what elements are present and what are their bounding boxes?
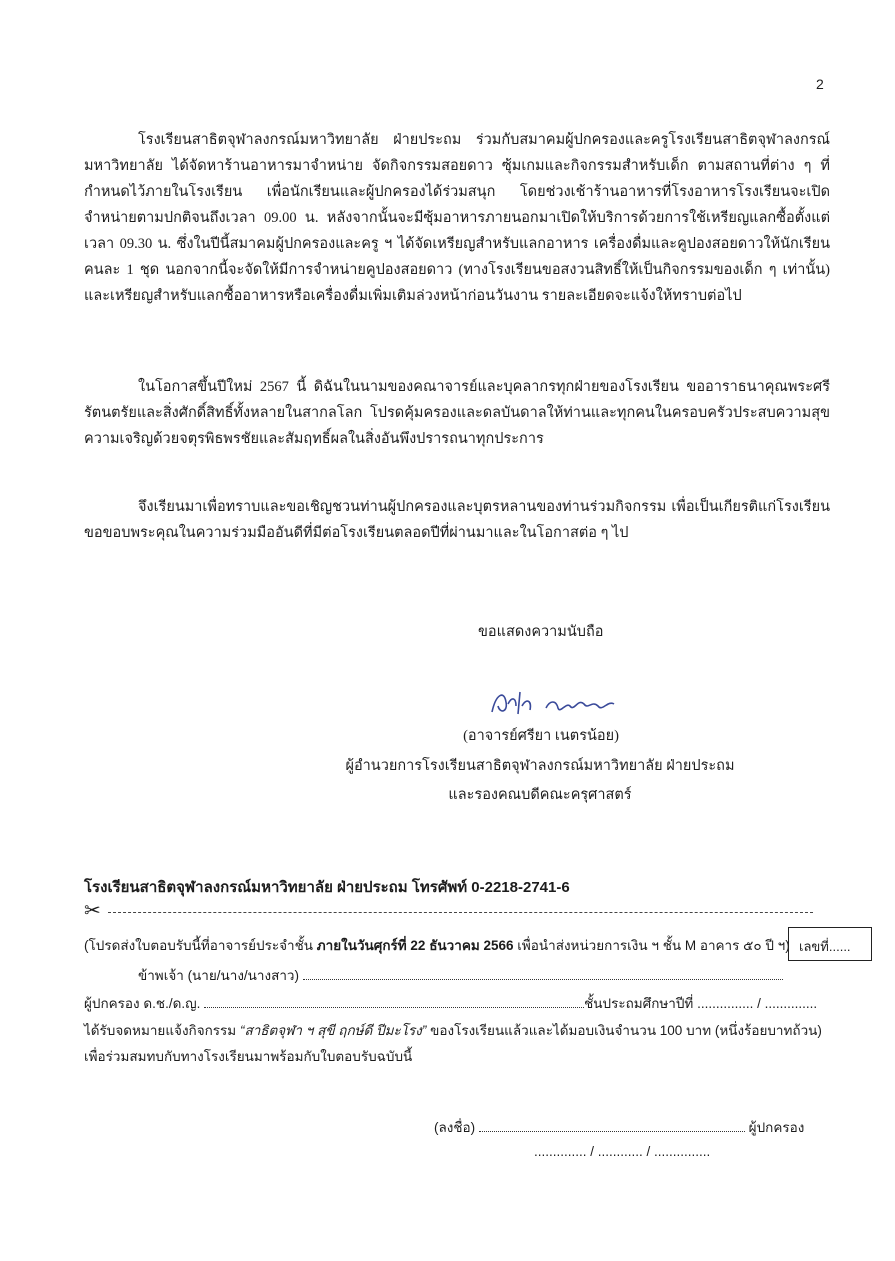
student-name-field[interactable] <box>204 995 584 1008</box>
paragraph-invitation: จึงเรียนมาเพื่อทราบและขอเชิญชวนท่านผู้ปกครองและบุตรหลานของท่านร่วมกิจกรรม เพื่อเป็นเกียรติแก่โรงเรียน ขอขอบพระคุณในความร่วมมืออันดีที่มีต่อโรงเรียนตลอดปีที่ผ่านมาและในโอกาสต่อ ๆ ไป <box>84 499 830 541</box>
school-contact: โรงเรียนสาธิตจุฬาลงกรณ์มหาวิทยาลัย ฝ่ายประถม โทรศัพท์ 0-2218-2741-6 <box>84 879 570 896</box>
form-instruction: (โปรดส่งใบตอบรับนี้ที่อาจารย์ประจำชั้น ภายในวันศุกร์ที่ 22 ธันวาคม 2566 เพื่อนำส่งหน่วยการเงิน ฯ ชั้น M อาคาร ๕๐ ปี ฯ) <box>84 938 790 953</box>
paragraph-new-year: ในโอกาสขึ้นปีใหม่ 2567 นี้ ดิฉันในนามของคณาจารย์และบุคลากรทุกฝ่ายของโรงเรียน ขออาราธนาคุณพระศรีรัตนตรัยและสิ่งศักดิ์สิทธิ์ทั้งหลายในสากลโลก โปรดคุ้มครองและดลบันดาลให้ท่านและทุกคนในครอบครัวประสบความสุขความเจริญด้วยจตุรพิธพรชัยและสัมฤทธิ์ผลในสิ่งอันพึงปรารถนาทุกประการ <box>84 379 830 447</box>
page-number: 2 <box>816 76 824 92</box>
signatory-title-2: และรองคณบดีคณะครุศาสตร์ <box>448 787 632 803</box>
sign-row <box>434 1116 804 1138</box>
acknowledgement: ได้รับจดหมายแจ้งกิจกรรม “สาธิตจุฬา ฯ สุขี ฤกษ์ดี ปีมะโรง” ของโรงเรียนแล้วและได้มอบเงินจำนวน 100 บาท (หนึ่งร้อยบาทถ้วน) เพื่อร่วมสมทบกับทางโรงเรียนมาพร้อมกับใบตอบรับฉบับนี้ <box>84 1023 822 1064</box>
date-field[interactable]: .............. / ............ / ............... <box>534 1144 711 1159</box>
signatory-title: ผู้อำนวยการโรงเรียนสาธิตจุฬาลงกรณ์มหาวิทยาลัย ฝ่ายประถม <box>345 758 735 774</box>
name-label: ข้าพเจ้า (นาย/นาง/นางสาว) <box>138 968 299 983</box>
parent-row <box>84 992 818 1014</box>
signature-field[interactable] <box>479 1119 745 1132</box>
paragraph-event: โรงเรียนสาธิตจุฬาลงกรณ์มหาวิทยาลัย ฝ่ายประถม ร่วมกับสมาคมผู้ปกครองและครูโรงเรียนสาธิตจุฬาลงกรณ์มหาวิทยาลัย ได้จัดหาร้านอาหารมาจำหน่าย จัดกิจกรรมสอยดาว ซุ้มเกมและกิจกรรมสำหรับเด็ก ตามสถานที่ต่าง ๆ ที่กำหนดไว้ภายในโรงเรียน เพื่อนักเรียนและผู้ปกครองได้ร่วมสนุก โดยช่วงเช้าร้านอาหารที่โรงอาหารโรงเรียนจะเปิดจำหน่ายตามปกติจนถึงเวลา 09.00 น. หลังจากนั้นจะมีซุ้มอาหารภายนอกมาเปิดให้บริการด้วยการใช้เหรียญแลกซื้อตั้งแต่เวลา 09.30 น. ซึ่งในปีนี้สมาคมผู้ปกครองและครู ฯ ได้จัดเหรียญสำหรับแลกอาหาร เครื่องดื่มและคูปองสอยดาวให้นักเรียนคนละ 1 ชุด นอกจากนี้จะจัดให้มีการจำหน่ายคูปองสอยดาว (ทางโรงเรียนขอสงวนสิทธิ์ให้เป็นกิจกรรมของเด็ก ๆ เท่านั้น) และเหรียญสำหรับแลกซื้ออาหารหรือเครื่องดื่มเพิ่มเติมล่วงหน้าก่อนวันงาน รายละเอียดจะแจ้งให้ทราบต่อไป <box>84 132 830 304</box>
parent-label: ผู้ปกครอง ด.ช./ด.ญ. <box>84 996 201 1011</box>
name-row <box>138 964 814 986</box>
signatory-name: (อาจารย์ศรียา เนตรน้อย) <box>463 728 619 744</box>
signature <box>486 684 626 720</box>
closing-salutation: ขอแสดงความนับถือ <box>478 624 604 640</box>
number-box[interactable]: เลขที่...... <box>788 927 872 961</box>
sign-label: (ลงชื่อ) <box>434 1120 476 1135</box>
scissors-icon: ✂ <box>84 900 101 922</box>
cut-line <box>108 912 813 913</box>
grade-field[interactable]: ............... / .............. <box>697 996 818 1011</box>
sign-role: ผู้ปกครอง <box>748 1120 805 1135</box>
grade-label: ชั้นประถมศึกษาปีที่ <box>584 996 694 1011</box>
name-field[interactable] <box>303 967 783 980</box>
